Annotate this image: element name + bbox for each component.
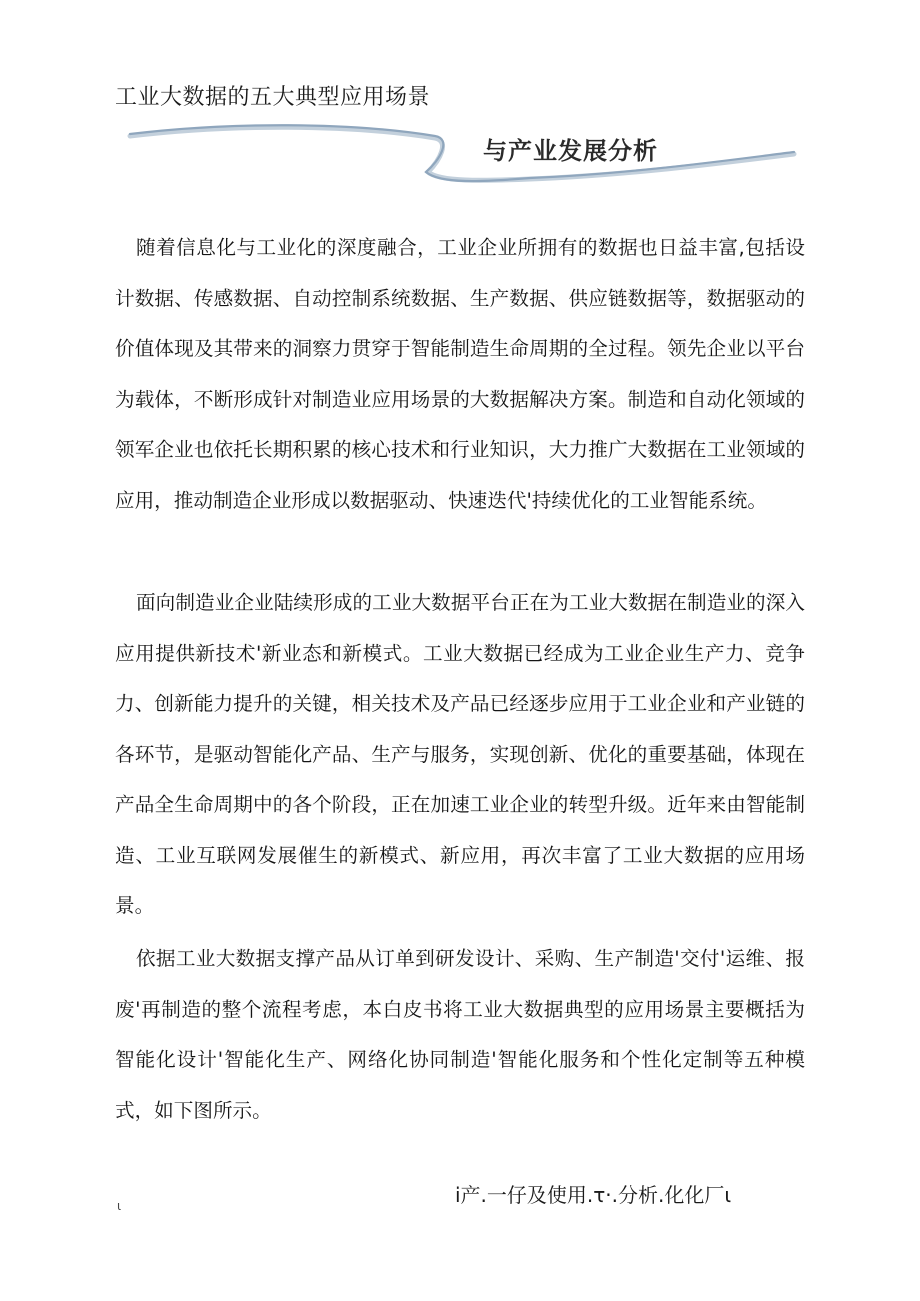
document-subtitle: 与产业发展分析 — [483, 137, 658, 165]
title-banner-wave — [110, 120, 800, 195]
banner-wave-line — [130, 125, 794, 181]
figure-caption-fragment: i产.一仔及使用.τ·.分析.化化厂ι — [455, 1183, 732, 1207]
banner-wave-shadow — [130, 127, 794, 180]
body-paragraph-1: 随着信息化与工业化的深度融合，工业企业所拥有的数据也日益丰富,包括设计数据、传感数据、自动控制系统数据、生产数据、供应链数据等，数据驱动的价值体现及其带来的洞察力贯穿于智能制造生命周期的全过程。领先企业以平台为载体，不断形成针对制造业应用场景的大数据解决方案。制造和自动化领域的领军企业也依托长期积累的核心技术和行业知识，大力推广大数据在工业领域的应用，推动制造企业形成以数据驱动、快速迭代'持续优化的工业智能系统。 — [115, 236, 805, 512]
body-paragraph-2: 面向制造业企业陆续形成的工业大数据平台正在为工业大数据在制造业的深入应用提供新技术'新业态和新模式。工业大数据已经成为工业企业生产力、竞争力、创新能力提升的关键，相关技术及产品已经逐步应用于工业企业和产业链的各环节，是驱动智能化产品、生产与服务，实现创新、优化的重要基础，体现在产品全生命周期中的各个阶段，正在加速工业企业的转型升级。近年来由智能制造、工业互联网发展催生的新模式、新应用，再次丰富了工业大数据的应用场景。 — [115, 591, 805, 917]
document-title: 工业大数据的五大典型应用场景 — [115, 85, 431, 110]
figure-left-mark: ι — [117, 1199, 122, 1213]
body-paragraph-3: 依据工业大数据支撑产品从订单到研发设计、采购、生产制造'交付'运维、报废'再制造的整个流程考虑，本白皮书将工业大数据典型的应用场景主要概括为智能化设计'智能化生产、网络化协同制造'智能化服务和个性化定制等五种模式，如下图所示。 — [115, 947, 805, 1122]
